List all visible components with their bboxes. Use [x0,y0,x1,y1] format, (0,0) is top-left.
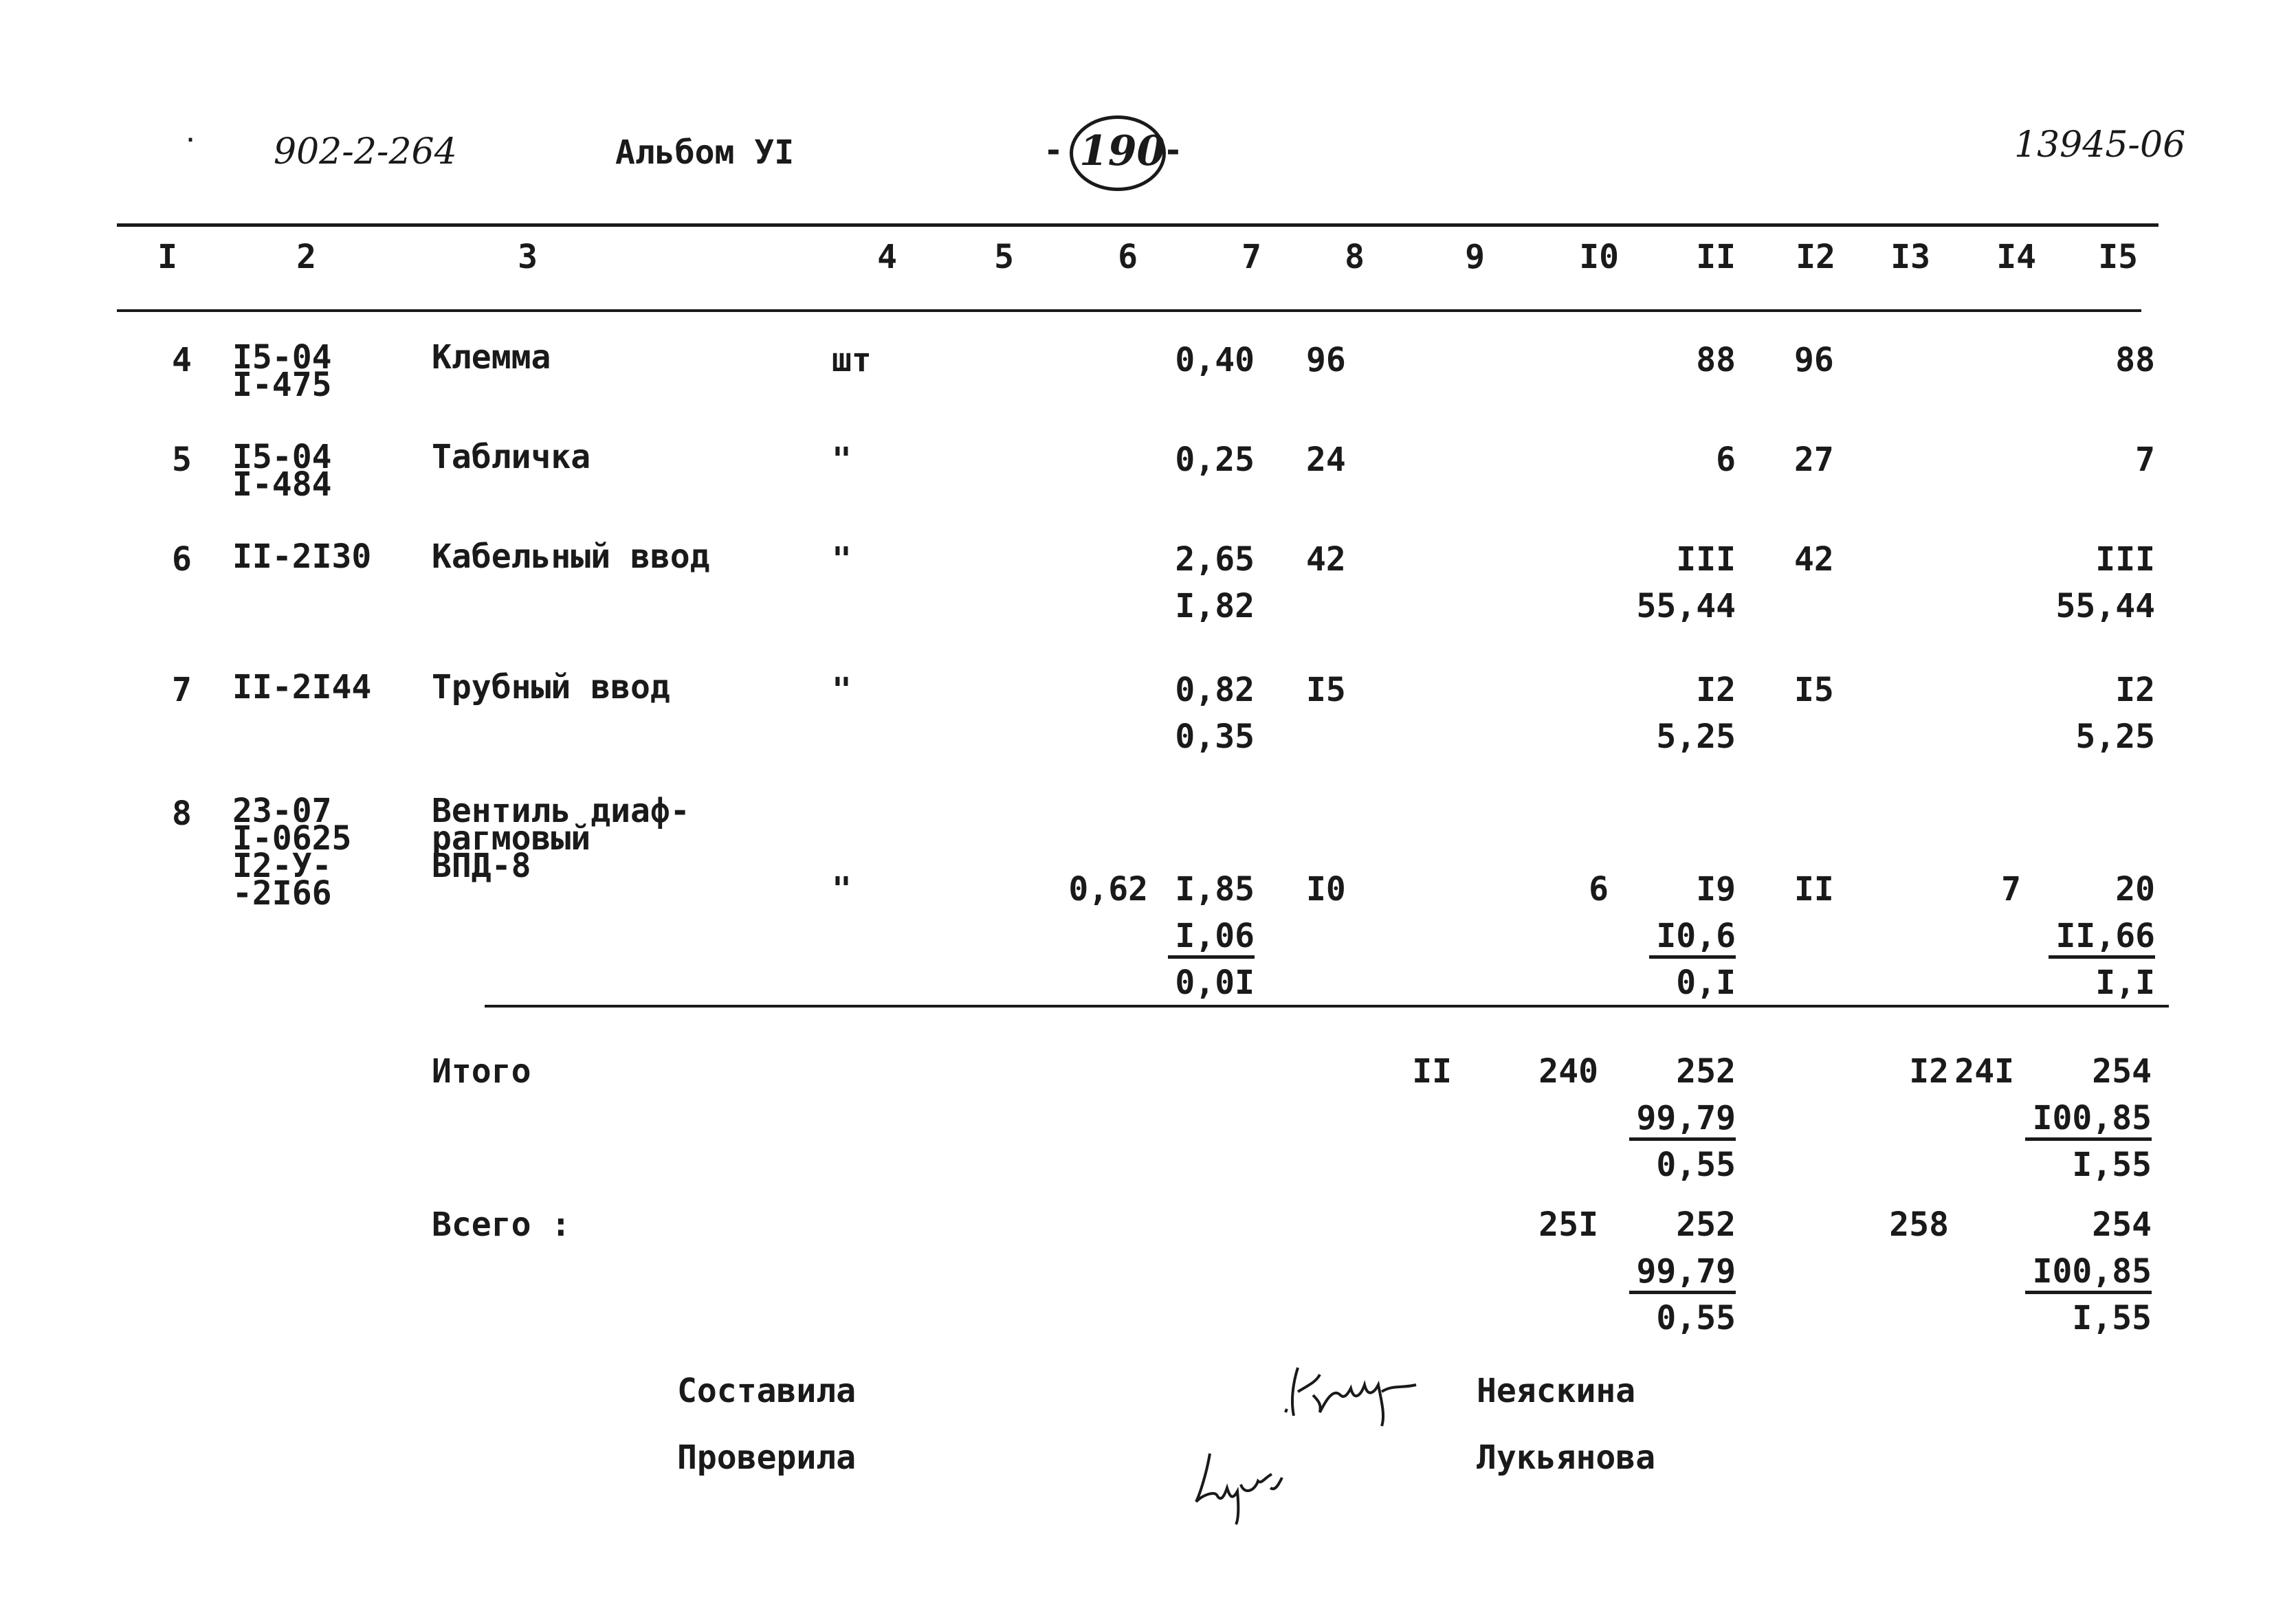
totals-c11-0: 252 [1676,1205,1736,1244]
row-name: Кабельный ввод [432,537,710,576]
row-c8: 96 [1306,341,1346,379]
checked-signature [1189,1436,1299,1526]
row-c11-2: 0,I [1676,964,1736,1002]
column-header: I4 [1996,238,2036,276]
row-c8: 24 [1306,441,1346,479]
totals-c10: 240 [1538,1052,1598,1091]
totals-c15-1: I00,85 [2032,1099,2152,1137]
row-unit: " [832,870,852,909]
totals-c15-underline [2025,1291,2152,1294]
compiled-signature [1279,1347,1430,1430]
dash-left: - [1044,131,1063,170]
row-c6: 0,62 [1068,870,1148,909]
totals-c15-underline [2025,1137,2152,1141]
row-c14: 7 [2001,870,2021,909]
row-name: Клемма [432,338,551,377]
dot-mark: · [184,129,197,153]
compiled-name: Неяскина [1477,1372,1636,1410]
checked-name: Лукьянова [1477,1438,1656,1477]
row-code: II-2I30 [232,537,372,576]
totals-c15-0: 254 [2092,1052,2152,1091]
row-c15-underline [2049,955,2155,959]
row-unit: " [832,540,852,579]
column-header: 2 [296,238,316,276]
row-c11-1: 55,44 [1636,587,1736,625]
project-code: 902-2-264 [274,131,457,173]
row-c11-1: I0,6 [1656,917,1736,955]
row-c15-1: II,66 [2055,917,2155,955]
row-c11-0: I2 [1696,671,1736,709]
row-c15-0: 20 [2115,870,2155,909]
row-c15-0: III [2095,540,2155,579]
row-code: I5-04 I-484 [232,438,332,504]
row-unit: шт [832,341,872,379]
column-header: I0 [1579,238,1619,276]
totals-c11-1: 99,79 [1636,1252,1736,1291]
row-c7-1: 0,35 [1175,718,1255,756]
row-c11-0: 6 [1716,441,1736,479]
totals-c10: 25I [1538,1205,1598,1244]
totals-c11-2: 0,55 [1656,1299,1736,1337]
totals-c15-0: 254 [2092,1205,2152,1244]
row-c7-2: 0,0I [1175,964,1255,1002]
album-label: Альбом УI [615,133,795,172]
row-c12: II [1794,870,1834,909]
row-number: 6 [172,540,192,579]
row-name: Табличка [432,438,591,476]
column-header: 8 [1345,238,1365,276]
column-header: I3 [1890,238,1930,276]
row-c8: I0 [1306,870,1346,909]
row-c12: 96 [1794,341,1834,379]
row-number: 4 [172,341,192,379]
totals-label: Итого [432,1052,531,1091]
row-c15-0: 88 [2115,341,2155,379]
page-number: 190 [1079,127,1166,175]
totals-c11-0: 252 [1676,1052,1736,1091]
row-c15-1: 5,25 [2075,718,2155,756]
row-c10: 6 [1589,870,1609,909]
column-header: 7 [1241,238,1261,276]
checked-label: Проверила [677,1438,857,1477]
row-name: Трубный ввод [432,668,670,707]
column-header-rule [117,309,2141,312]
row-c15-0: 7 [2135,441,2155,479]
row-c11-0: 88 [1696,341,1736,379]
totals-rule [485,1005,2169,1008]
column-header: 5 [994,238,1014,276]
column-header: II [1696,238,1736,276]
row-c7-0: 0,25 [1175,441,1255,479]
column-header: I5 [2098,238,2138,276]
row-name: Вентиль диаф- рагмовый ВПД-8 [432,792,690,885]
row-code: 23-07 I-0625 I2-У- -2I66 [232,792,352,913]
row-c7-1: I,06 [1175,917,1255,955]
row-number: 7 [172,671,192,709]
column-header: 4 [877,238,897,276]
column-header: 6 [1118,238,1138,276]
row-c12: 42 [1794,540,1834,579]
row-c8: I5 [1306,671,1346,709]
totals-c11-1: 99,79 [1636,1099,1736,1137]
dash-right: - [1163,131,1183,170]
doc-number: 13945-06 [2014,124,2186,166]
row-c7-underline [1168,955,1255,959]
totals-label: Всего : [432,1205,571,1244]
row-c7-0: 0,82 [1175,671,1255,709]
totals-c11-underline [1629,1291,1736,1294]
totals-c11-underline [1629,1137,1736,1141]
compiled-label: Составила [677,1372,857,1410]
row-c7-0: 2,65 [1175,540,1255,579]
row-c15-0: I2 [2115,671,2155,709]
column-header: 3 [518,238,538,276]
totals-c15-2: I,55 [2072,1146,2152,1184]
totals-c15-2: I,55 [2072,1299,2152,1337]
totals-c13: 258 [1889,1205,1949,1244]
totals-c11-2: 0,55 [1656,1146,1736,1184]
column-header: I [157,238,177,276]
row-c11-0: I9 [1696,870,1736,909]
row-c8: 42 [1306,540,1346,579]
row-c7-0: I,85 [1175,870,1255,909]
row-c15-2: I,I [2095,964,2155,1002]
row-c15-1: 55,44 [2055,587,2155,625]
row-unit: " [832,441,852,479]
row-code: II-2I44 [232,668,372,707]
row-number: 8 [172,794,192,833]
totals-c9: II [1412,1052,1452,1091]
column-header: 9 [1465,238,1485,276]
row-c12: 27 [1794,441,1834,479]
row-c7-1: I,82 [1175,587,1255,625]
row-c11-1: 5,25 [1656,718,1736,756]
row-c11-0: III [1676,540,1736,579]
row-c7-0: 0,40 [1175,341,1255,379]
totals-c14: 24I [1954,1052,2014,1091]
row-c12: I5 [1794,671,1834,709]
totals-c15-1: I00,85 [2032,1252,2152,1291]
row-unit: " [832,671,852,709]
top-rule [117,223,2159,227]
row-c11-underline [1649,955,1736,959]
totals-c13: I2 [1909,1052,1949,1091]
row-number: 5 [172,441,192,479]
row-code: I5-04 I-475 [232,338,332,404]
column-header: I2 [1796,238,1835,276]
